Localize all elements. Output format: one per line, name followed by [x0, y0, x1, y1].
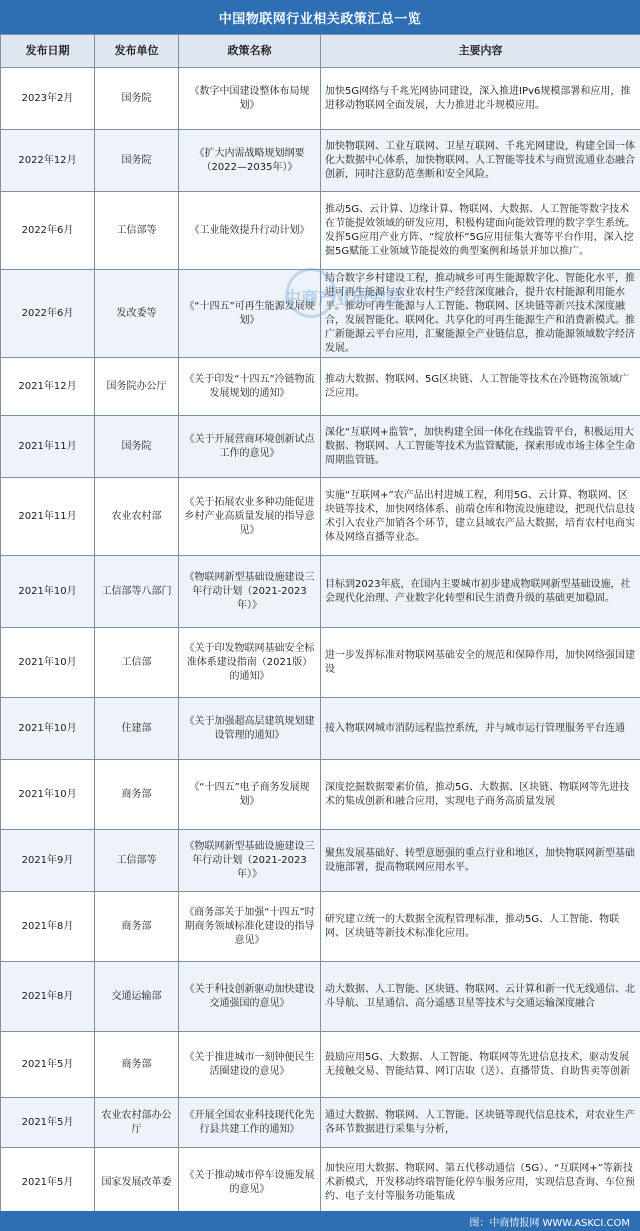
- header-content: 主要内容: [321, 35, 640, 68]
- table-row: [1, 830, 640, 892]
- cell-policy-name: 《开展全国农业科技现代化先行县共建工作的通知》: [179, 1098, 321, 1148]
- cell-content: 目标到2023年底，在国内主要城市初步建成物联网新型基础设施，社会现代化治理、产业数字化转型和民生消费升级的基础更加稳固。: [321, 556, 640, 628]
- cell-policy-name: 《商务部关于加强“十四五”时期商务领域标准化建设的指导意见》: [179, 892, 321, 962]
- cell-date: 2021年10月: [1, 628, 95, 698]
- cell-date: 2021年8月: [1, 892, 95, 962]
- cell-policy-name: 《关于拓展农业多种功能促进乡村产业高质量发展的指导意见》: [179, 478, 321, 556]
- cell-date: 2021年8月: [1, 962, 95, 1032]
- cell-org: 农业农村部: [95, 478, 179, 556]
- header-date: 发布日期: [1, 35, 95, 68]
- cell-policy-name: 《关于印发“十四五”冷链物流发展规划的通知》: [179, 358, 321, 416]
- cell-org: 国务院办公厅: [95, 358, 179, 416]
- cell-content: 加快物联网、工业互联网、卫星互联网、千兆光网建设，构建全国一体化大数据中心体系，加快物联网、人工智能等技术与商贸流通业态融合创新，同时注意防范垄断和安全风险。: [321, 130, 640, 192]
- table-row: [1, 270, 640, 358]
- cell-org: 交通运输部: [95, 962, 179, 1032]
- cell-policy-name: 《关于印发物联网基础安全标准体系建设指南（2021版）的通知》: [179, 628, 321, 698]
- table-row: [1, 416, 640, 478]
- cell-content: 鼓励应用5G、大数据、人工智能、物联网等先进信息技术，驱动发展无接触交易、智能结算、网订店取（送）、直播带货、自助售卖等创新: [321, 1032, 640, 1098]
- cell-policy-name: 《关于开展营商环境创新试点工作的意见》: [179, 416, 321, 478]
- cell-content: 加快5G网络与千兆光网协同建设，深入推进IPv6规模部署和应用，推进移动物联网全面发展，大力推进北斗规模应用。: [321, 68, 640, 130]
- table-title: 中国物联网行业相关政策汇总一览: [0, 0, 640, 34]
- cell-org: 国家发展改革委: [95, 1148, 179, 1218]
- cell-date: 2021年5月: [1, 1148, 95, 1218]
- source-footer: 图：中商情报网 WWW.ASKCI.COM: [0, 1211, 640, 1231]
- cell-content: 实施“互联网+”农产品出村进城工程，利用5G、云计算、物联网、区块链等技术，加快网络体系、前端仓库和物流设施建设，把现代信息技术引入农业产加销各个环节，建立县域农产品大数据，培育农村电商实体及网络直播等业态。: [321, 478, 640, 556]
- table-row: [1, 628, 640, 698]
- table-row: [1, 192, 640, 270]
- cell-policy-name: 《物联网新型基础设施建设三年行动计划（2021-2023年）》: [179, 830, 321, 892]
- cell-org: 国务院: [95, 130, 179, 192]
- cell-org: 农业农村部办公厅: [95, 1098, 179, 1148]
- cell-org: 工信部: [95, 628, 179, 698]
- cell-date: 2021年10月: [1, 698, 95, 760]
- cell-policy-name: 《数字中国建设整体布局规划》: [179, 68, 321, 130]
- cell-policy-name: 《关于加强超高层建筑规划建设管理的通知》: [179, 698, 321, 760]
- table-row: [1, 1098, 640, 1148]
- cell-org: 商务部: [95, 892, 179, 962]
- header-row: [1, 35, 640, 68]
- cell-date: 2022年6月: [1, 192, 95, 270]
- cell-policy-name: 《“十四五”可再生能源发展规划》: [179, 270, 321, 358]
- cell-date: 2022年12月: [1, 130, 95, 192]
- cell-content: 动大数据、人工智能、区块链、物联网、云计算和新一代无线通信、北斗导航、卫星通信、高分遥感卫星等技术与交通运输深度融合: [321, 962, 640, 1032]
- cell-policy-name: 《工业能效提升行动计划》: [179, 192, 321, 270]
- cell-policy-name: 《“十四五”电子商务发展规划》: [179, 760, 321, 830]
- table-row: [1, 358, 640, 416]
- header-org: 发布单位: [95, 35, 179, 68]
- cell-content: 进一步发挥标准对物联网基础安全的规范和保障作用，加快网络强国建设: [321, 628, 640, 698]
- cell-org: 工信部等: [95, 830, 179, 892]
- cell-org: 商务部: [95, 760, 179, 830]
- watermark-text: 中商产业研究院: [284, 289, 403, 309]
- cell-content: 加快应用大数据、物联网、第五代移动通信（5G）、“互联网+”等新技术新模式，开发移动终端智能化停车服务应用，实现信息查询、车位预约、电子支付等服务功能集成: [321, 1148, 640, 1218]
- cell-policy-name: 《关于科技创新驱动加快建设交通强国的意见》: [179, 962, 321, 1032]
- cell-content: 聚焦发展基础好、转型意愿强的重点行业和地区，加快物联网新型基础设施部署，提高物联网应用水平。: [321, 830, 640, 892]
- cell-content: 深化“互联网+监管”，加快构建全国一体化在线监管平台，积极运用大数据、物联网、人工智能等技术为监管赋能，探索形成市场主体全生命周期监管链。: [321, 416, 640, 478]
- cell-policy-name: 《物联网新型基础设施建设三年行动计划（2021-2023年）》: [179, 556, 321, 628]
- cell-policy-name: 《关于推进城市一刻钟便民生活圈建设的意见》: [179, 1032, 321, 1098]
- cell-date: 2021年10月: [1, 556, 95, 628]
- cell-content: 通过大数据、物联网、人工智能、区块链等现代信息技术，对农业生产各环节数据进行采集与分析，: [321, 1098, 640, 1148]
- cell-org: 工信部等八部门: [95, 556, 179, 628]
- table-row: [1, 130, 640, 192]
- table-row: [1, 1032, 640, 1098]
- cell-content: 接入物联网城市消防远程监控系统，并与城市运行管理服务平台连通: [321, 698, 640, 760]
- cell-content: 研究建立统一的大数据全流程管理标准，推动5G、人工智能、物联网、区块链等新技术标准化应用。: [321, 892, 640, 962]
- table-row: [1, 68, 640, 130]
- cell-content: 深度挖掘数据要素价值，推动5G、大数据、区块链、物联网等先进技术的集成创新和融合应用，实现电子商务高质量发展: [321, 760, 640, 830]
- table-row: [1, 892, 640, 962]
- cell-content: 推动5G、云计算、边缘计算、物联网、大数据、人工智能等数字技术在节能提效领域的研发应用，积极构建面向能效管理的数字孪生系统。发挥5G应用产业方阵、“绽放杯”5G应用征集大赛等平台作用，深入挖掘5G赋能工业领域节能提效的典型案例和场景并加以推广。: [321, 192, 640, 270]
- cell-date: 2021年12月: [1, 358, 95, 416]
- header-name: 政策名称: [179, 35, 321, 68]
- cell-org: 住建部: [95, 698, 179, 760]
- policy-table: [0, 34, 640, 1218]
- cell-date: 2021年5月: [1, 1098, 95, 1148]
- table-row: [1, 698, 640, 760]
- cell-org: 发改委等: [95, 270, 179, 358]
- cell-date: 2021年5月: [1, 1032, 95, 1098]
- cell-date: 2022年6月: [1, 270, 95, 358]
- cell-org: 商务部: [95, 1032, 179, 1098]
- table-row: [1, 556, 640, 628]
- cell-date: 2021年11月: [1, 478, 95, 556]
- table-row: [1, 478, 640, 556]
- cell-policy-name: 《关于推动城市停车设施发展的意见》: [179, 1148, 321, 1218]
- cell-date: 2021年9月: [1, 830, 95, 892]
- cell-date: 2023年2月: [1, 68, 95, 130]
- table-row: [1, 1148, 640, 1218]
- table-row: [1, 760, 640, 830]
- table-row: [1, 962, 640, 1032]
- cell-org: 国务院: [95, 68, 179, 130]
- cell-org: 工信部等: [95, 192, 179, 270]
- cell-policy-name: 《扩大内需战略规划纲要（2022—2035年）》: [179, 130, 321, 192]
- cell-content: 推动大数据、物联网、5G区块链、人工智能等技术在冷链物流领域广泛应用。: [321, 358, 640, 416]
- cell-content: 结合数字乡村建设工程，推动城乡可再生能源数字化、智能化水平，推进可再生能源与农业农村生产经营深度融合，提升农村能源利用能水平。推动可再生能源与人工智能、物联网、区块链等新兴技术深度融合，发展智能化、联网化、共享化的可再生能源生产和消费新模式。推广新能源云平台应用，汇聚能源全产业链信息，推动能源领域数字经济发展。: [321, 270, 640, 358]
- cell-date: 2021年11月: [1, 416, 95, 478]
- cell-date: 2021年10月: [1, 760, 95, 830]
- cell-org: 国务院: [95, 416, 179, 478]
